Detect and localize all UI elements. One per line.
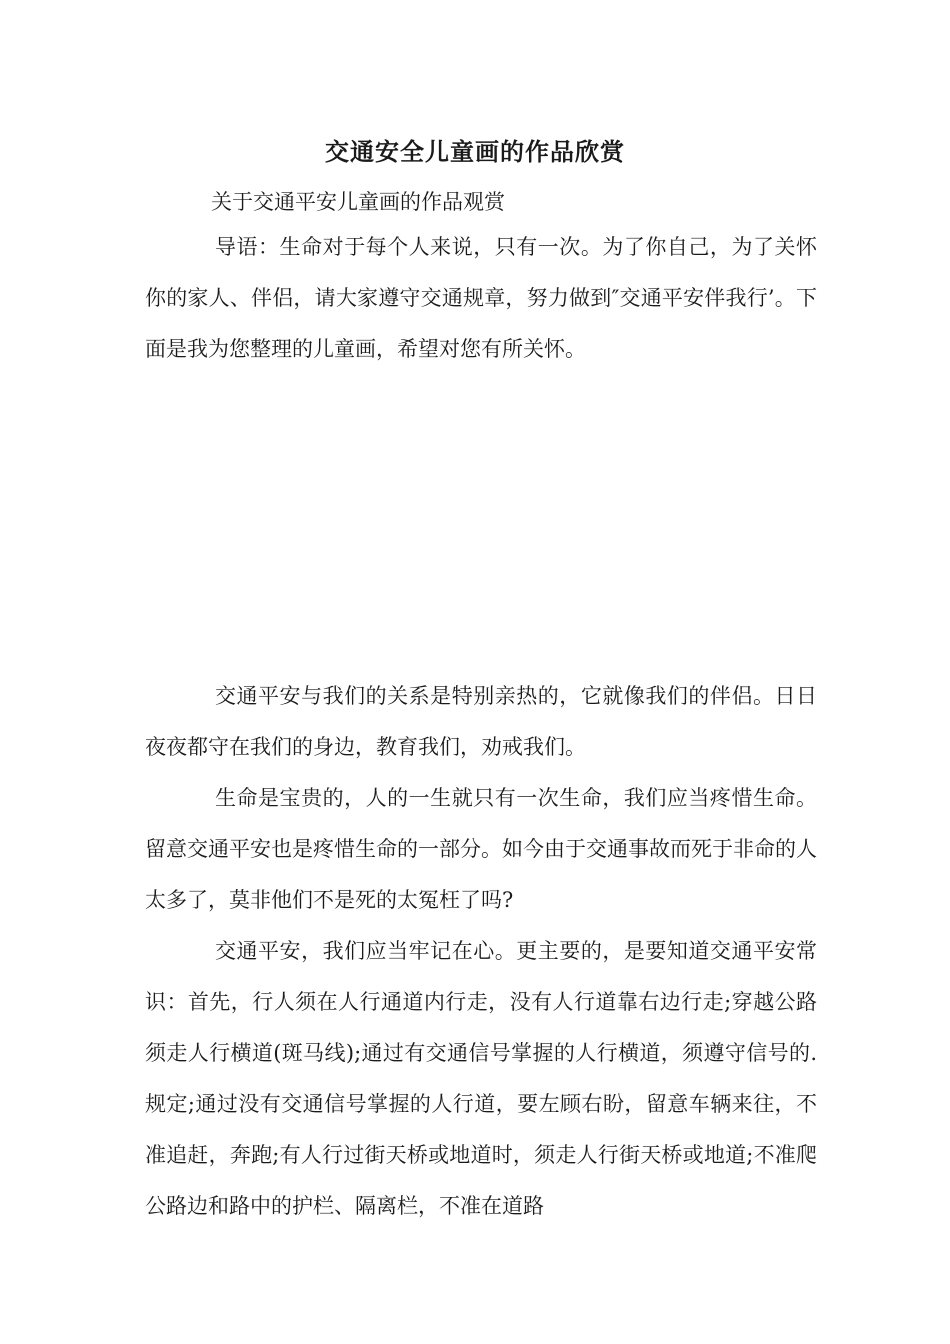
- body-paragraph-1: 交通平安与我们的关系是特别亲热的，它就像我们的伴侣。日日夜夜都守在我们的身边，教育我们，劝戒我们。: [145, 684, 817, 759]
- intro-paragraph: 导语：生命对于每个人来说，只有一次。为了你自己，为了关怀你的家人、伴侣，请大家遵守交通规章，努力做到″交通平安伴我行’。下面是我为您整理的儿童画，希望对您有所关怀。: [145, 235, 817, 361]
- body-paragraph-3: 交通平安，我们应当牢记在心。更主要的，是要知道交通平安常识：首先，行人须在人行通道内行走，没有人行道靠右边行走;穿越公路须走人行横道(斑马线);通过有交通信号掌握的人行横道，须遵守信号的.规定;通过没有交通信号掌握的人行道，要左顾右盼，留意车辆来往，不准追赶，奔跑;有人行过街天桥或地道时，须走人行街天桥或地道;不准爬公路边和路中的护栏、隔离栏，不准在道路: [145, 939, 817, 1218]
- page-title: 交通安全儿童画的作品欣赏: [325, 137, 625, 166]
- body-paragraph-2: 生命是宝贵的，人的一生就只有一次生命，我们应当疼惜生命。留意交通平安也是疼惜生命的一部分。如今由于交通事故而死于非命的人太多了，莫非他们不是死的太冤枉了吗?: [145, 786, 817, 912]
- subtitle: 关于交通平安儿童画的作品观赏: [211, 190, 505, 214]
